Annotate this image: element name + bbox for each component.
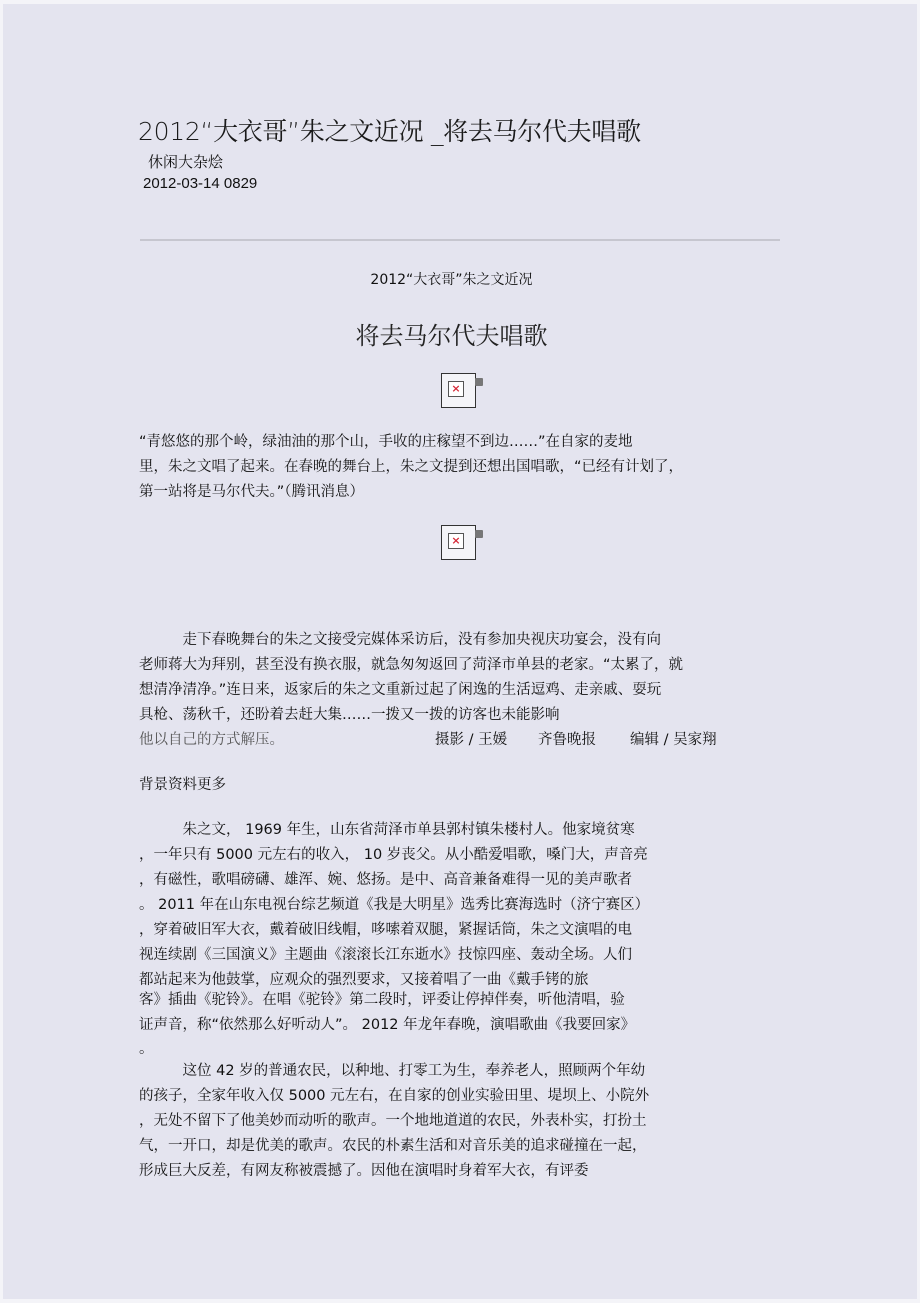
text-line: 想清净清净。”连日来，返家后的朱之文重新过起了闲逸的生活逗鸡、走亲戚、耍玩 xyxy=(139,682,662,698)
horizontal-divider xyxy=(140,239,780,241)
editor-credit: 编辑 / 吴家翔 xyxy=(630,732,717,748)
text-line: 的孩子，全家年收入仅 5000 元左右，在自家的创业实验田里、堤坝上、小院外 xyxy=(139,1088,650,1104)
article-title: 2012“大衣哥”朱之文近况 _将去马尔代夫唱歌 xyxy=(138,117,641,146)
text-line: 具枪、荡秋千，还盼着去赶大集……一拨又一拨的访客也未能影响 xyxy=(139,707,560,723)
intro-paragraph xyxy=(139,430,683,505)
article-headline: 将去马尔代夫唱歌 xyxy=(355,322,548,350)
text-line: 都站起来为他鼓掌，应观众的强烈要求，又接着唱了一曲《戴手铐的旅 xyxy=(139,972,589,988)
text-line: ，无处不留下了他美妙而动听的歌声。一个地地道道的农民，外表朴实，打扮土 xyxy=(139,1113,647,1129)
text-line: 朱之文， 1969 年生，山东省菏泽市单县郭村镇朱楼村人。他家境贫寒 xyxy=(139,822,635,838)
text-line: 。 2011 年在山东电视台综艺频道《我是大明星》选秀比赛海选时（济宁赛区） xyxy=(139,897,650,913)
text-line: 走下春晚舞台的朱之文接受完媒体采访后，没有参加央视庆功宴会，没有向 xyxy=(139,632,661,648)
image-tab-icon xyxy=(475,378,483,386)
text-line: ，一年只有 5000 元左右的收入， 10 岁丧父。从小酷爱唱歌，嗓门大，声音亮 xyxy=(139,847,648,863)
text-line: 。 xyxy=(139,1041,154,1057)
body-paragraph-1 xyxy=(139,628,683,753)
newspaper-credit: 齐鲁晚报 xyxy=(538,732,596,748)
text-line: 这位 42 岁的普通农民，以种地、打零工为生，奉养老人，照顾两个年幼 xyxy=(139,1063,646,1079)
text-line: ，有磁性，歌唱磅礴、雄浑、婉、悠扬。是中、高音兼备难得一见的美声歌者 xyxy=(139,872,632,888)
body-paragraph-2 xyxy=(139,1059,649,1184)
image-tab-icon xyxy=(475,530,483,538)
image-error-x-icon: × xyxy=(448,533,464,549)
broken-image-icon xyxy=(441,373,476,408)
image-error-x-icon: × xyxy=(448,381,464,397)
text-line: 客》插曲《驼铃》。在唱《驼铃》第二段时，评委让停掉伴奏，听他清唱，验 xyxy=(139,992,625,1008)
article-date: 2012-03-14 0829 xyxy=(143,175,258,192)
text-line: 形成巨大反差，有网友称被震撼了。因他在演唱时身着军大衣，有评委 xyxy=(139,1163,589,1179)
text-line: 里，朱之文唱了起来。在春晚的舞台上，朱之文提到还想出国唱歌，“已经有计划了， xyxy=(139,459,684,475)
photo-credit: 摄影 / 王媛 xyxy=(435,732,508,748)
article-subhead: 2012“大衣哥”朱之文近况 xyxy=(370,272,533,288)
text-line: ，穿着破旧军大衣，戴着破旧线帽，哆嗦着双腿，紧握话筒，朱之文演唱的电 xyxy=(139,922,632,938)
bio-paragraph-cont xyxy=(139,988,635,1060)
text-line: 第一站将是马尔代夫。”（腾讯消息） xyxy=(139,484,365,500)
text-line: 视连续剧《三国演义》主题曲《滚滚长江东逝水》技惊四座、轰动全场。人们 xyxy=(139,947,632,963)
article-source: 休闲大杂烩 xyxy=(148,153,224,171)
text-line: 气，一开口，却是优美的歌声。农民的朴素生活和对音乐美的追求碰撞在一起， xyxy=(139,1138,647,1154)
text-line: 老师蒋大为拜别，甚至没有换衣服，就急匆匆返回了菏泽市单县的老家。“太累了，就 xyxy=(139,657,684,673)
bio-paragraph xyxy=(139,818,649,993)
text-line: 证声音，称“依然那么好听动人”。 2012 年龙年春晚，演唱歌曲《我要回家》 xyxy=(139,1017,636,1033)
section-title: 背景资料更多 xyxy=(139,777,226,793)
text-line: “青悠悠的那个岭，绿油油的那个山，手收的庄稼望不到边……”在自家的麦地 xyxy=(139,434,633,450)
broken-image-icon xyxy=(441,525,476,560)
text-line: 他以自己的方式解压。 xyxy=(139,732,284,748)
